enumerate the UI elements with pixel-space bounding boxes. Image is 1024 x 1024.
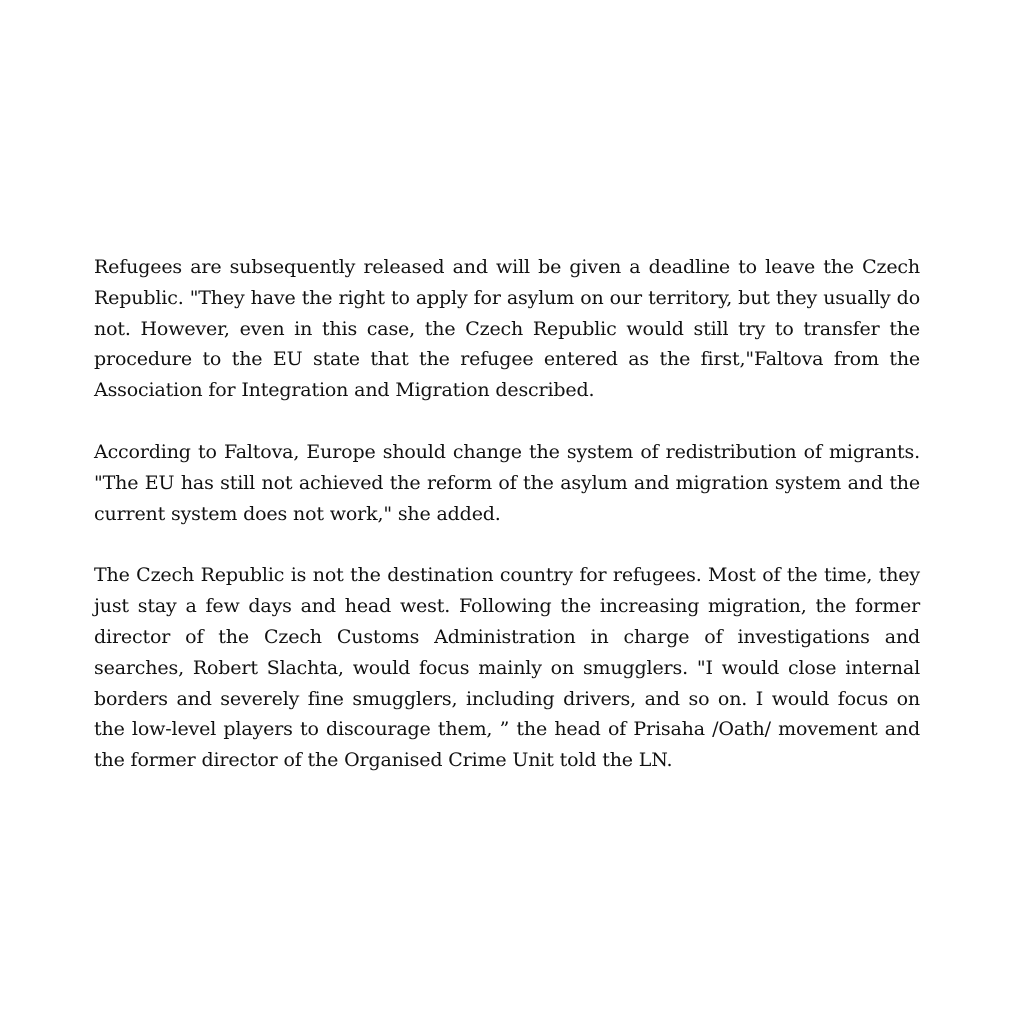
paragraph-smugglers: The Czech Republic is not the destination country for refugees. Most of the time, they just stay a few days and head west. Following the increasing migration, the former director of the Czech Customs Administration in charge of investigations and searches, Robert Slachta, would focus mainly on smugglers. "I would close internal borders and severely fine smugglers, including drivers, and so on. I would focus on the low-level players to discourage them, ” the head of Prisaha /Oath/ movement and the former director of the Organised Crime Unit told the LN. bbox=[94, 564, 920, 772]
paragraph-redistribution: According to Faltova, Europe should change the system of redistribution of migrants. "The EU has still not achieved the reform of the asylum and migration system and the current system does not work," she added. bbox=[94, 440, 920, 525]
article-text bbox=[94, 252, 920, 776]
paragraph-refugees-release: Refugees are subsequently released and will be given a deadline to leave the Czech Republic. "They have the right to apply for asylum on our territory, but they usually do not. However, even in this case, the Czech Republic would still try to transfer the procedure to the EU state that the refugee entered as the first,"Faltova from the Association for Integration and Migration described. bbox=[94, 256, 920, 402]
